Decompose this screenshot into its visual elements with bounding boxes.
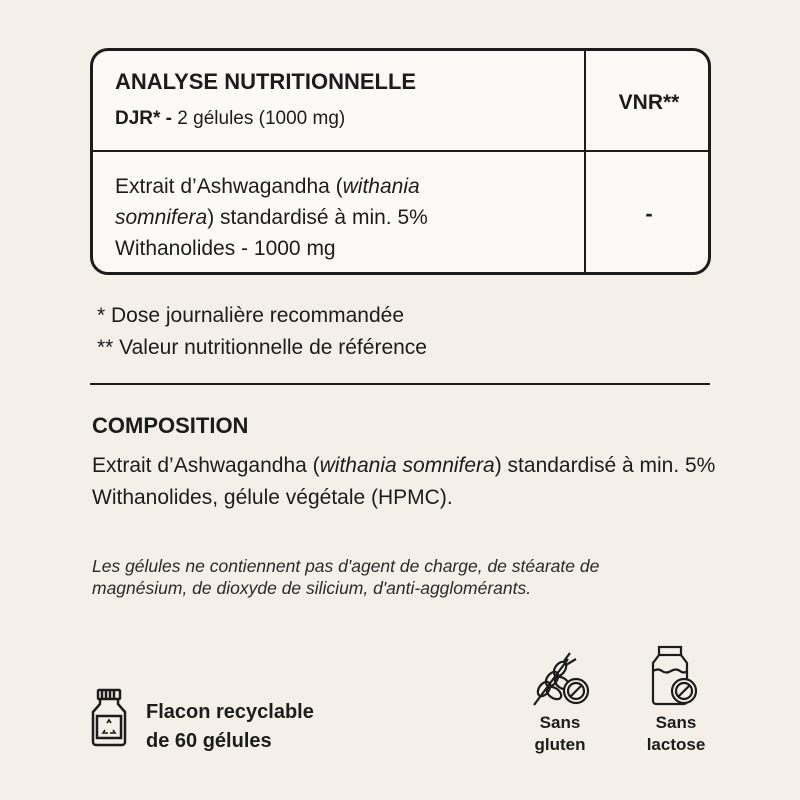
ingredient-text: ) standardisé à min. 5% — [207, 206, 428, 229]
djr-line — [115, 108, 345, 130]
bottle-recycle-icon — [90, 688, 128, 753]
table-title: ANALYSE NUTRITIONNELLE — [115, 69, 417, 94]
nutrition-table — [90, 48, 711, 275]
footnotes — [97, 300, 427, 364]
flacon-line: Flacon recyclable — [146, 701, 314, 723]
composition-part: ) standardisé à min. 5% Withanolides, gélule végétale (HPMC). — [92, 454, 716, 509]
row-divider — [93, 150, 708, 152]
badge-line: Sans — [539, 713, 581, 732]
gluten-free-icon — [530, 645, 590, 712]
badge-line: gluten — [534, 735, 586, 754]
composition-text — [92, 450, 722, 514]
column-divider — [584, 51, 586, 272]
vnr-value: - — [645, 201, 653, 226]
djr-label: DJR* - — [115, 108, 173, 129]
divider — [90, 383, 710, 385]
latin-name: withania somnifera — [319, 454, 495, 477]
lactose-free-icon — [650, 645, 698, 712]
latin-name: somnifera — [115, 206, 208, 229]
badge-sans-gluten — [520, 712, 600, 756]
badge-line: Sans — [655, 713, 697, 732]
badge-sans-lactose — [636, 712, 716, 756]
djr-value: 2 gélules (1000 mg) — [177, 108, 346, 129]
ingredient-text: Withanolides - 1000 mg — [115, 237, 336, 260]
composition-note: Les gélules ne contiennent pas d'agent de charge, de stéarate de magnésium, de dioxyde de silicium, d'anti-agglomérants. — [92, 556, 600, 598]
footnote: * Dose journalière recommandée — [97, 304, 404, 327]
flacon-line: de 60 gélules — [146, 730, 272, 752]
latin-name: withania — [342, 175, 420, 198]
ingredient-cell — [115, 171, 575, 264]
composition-title: COMPOSITION — [92, 413, 249, 438]
footnote: ** Valeur nutritionnelle de référence — [97, 336, 427, 359]
vnr-header: VNR** — [618, 91, 680, 114]
badge-line: lactose — [646, 735, 706, 754]
flacon-text — [146, 698, 314, 756]
ingredient-text: Extrait d’Ashwagandha ( — [115, 175, 343, 198]
composition-part: Extrait d’Ashwagandha ( — [92, 454, 320, 477]
